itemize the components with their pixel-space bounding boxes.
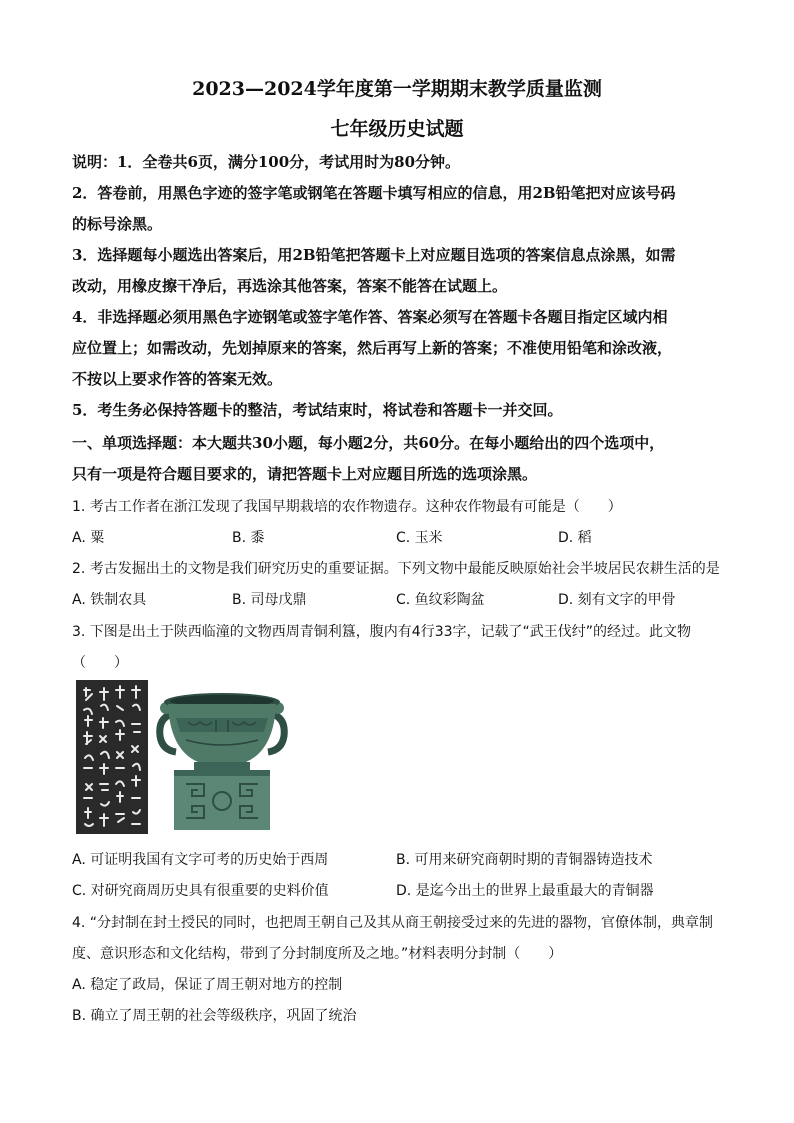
instruction-line: 应位置上；如需改动，先划掉原来的答案，然后再写上新的答案；不准使用铅笔和涂改液， <box>72 339 673 357</box>
question-4-stem-cont: 度、意识形态和文化结构，带到了分封制度所及之地。”材料表明分封制（ ） <box>72 946 563 962</box>
question-1-option-d[interactable]: D. 稻 <box>558 530 592 546</box>
question-3-option-c[interactable]: C. 对研究商周历史具有很重要的史料价值 <box>72 883 329 899</box>
question-3-option-d[interactable]: D. 是迄今出土的世界上最重最大的青铜器 <box>396 883 654 899</box>
bronze-inscription-rubbing-icon <box>76 680 148 834</box>
question-1-stem: 1. 考古工作者在浙江发现了我国早期栽培的农作物遗存。这种农作物最有可能是（ ） <box>72 499 622 515</box>
section-heading: 一、单项选择题：本大题共30小题，每小题2分，共60分。在每小题给出的四个选项中， <box>72 434 665 452</box>
exam-subtitle: 七年级历史试题 <box>330 118 464 140</box>
question-3-stem: 3. 下图是出土于陕西临潼的文物西周青铜利簋，腹内有4行33字，记载了“武王伐纣”的经过。此文物 <box>72 624 692 640</box>
question-4-stem: 4. “分封制在封土授民的同时，也把周王朝自己及其从商王朝接受过来的先进的器物，官僚体制，典章制 <box>72 915 714 931</box>
question-1-option-a[interactable]: A. 粟 <box>72 530 105 546</box>
instruction-line: 3．选择题每小题选出答案后，用2B铅笔把答题卡上对应题目选项的答案信息点涂黑，如需 <box>72 246 676 264</box>
question-3-figure <box>76 680 288 834</box>
question-4-option-a[interactable]: A. 稳定了政局，保证了周王朝对地方的控制 <box>72 977 343 993</box>
instruction-line: 不按以上要求作答的答案无效。 <box>72 370 283 388</box>
question-1-option-c[interactable]: C. 玉米 <box>396 530 443 546</box>
instruction-line: 4．非选择题必须用黑色字迹钢笔或签字笔作答、答案必须写在答题卡各题目指定区域内相 <box>72 308 668 326</box>
instruction-line: 的标号涂黑。 <box>72 215 163 233</box>
question-3-option-a[interactable]: A. 可证明我国有文字可考的历史始于西周 <box>72 852 329 868</box>
question-3-stem-paren: （ ） <box>72 655 128 671</box>
instruction-line: 2．答卷前，用黑色字迹的签字笔或钢笔在答题卡填写相应的信息，用2B铅笔把对应该号码 <box>72 184 676 202</box>
question-2-option-a[interactable]: A. 铁制农具 <box>72 592 147 608</box>
question-1-option-b[interactable]: B. 黍 <box>232 530 265 546</box>
question-2-stem: 2. 考古发掘出土的文物是我们研究历史的重要证据。下列文物中最能反映原始社会半坡居民农耕生活的是 <box>72 561 720 577</box>
bronze-gui-illustration <box>76 680 288 834</box>
exam-title: 2023—2024学年度第一学期期末教学质量监测 <box>192 78 602 100</box>
bronze-gui-vessel-icon <box>160 693 285 830</box>
question-2-option-d[interactable]: D. 刻有文字的甲骨 <box>558 592 676 608</box>
question-3-option-b[interactable]: B. 可用来研究商朝时期的青铜器铸造技术 <box>396 852 653 868</box>
instruction-line: 5．考生务必保持答题卡的整洁，考试结束时，将试卷和答题卡一并交回。 <box>72 401 563 419</box>
instruction-line: 说明：1．全卷共6页，满分100分，考试用时为80分钟。 <box>72 153 461 171</box>
question-2-option-c[interactable]: C. 鱼纹彩陶盆 <box>396 592 485 608</box>
instruction-line: 改动，用橡皮擦干净后，再选涂其他答案，答案不能答在试题上。 <box>72 277 508 295</box>
question-4-option-b[interactable]: B. 确立了周王朝的社会等级秩序，巩固了统治 <box>72 1008 357 1024</box>
question-2-option-b[interactable]: B. 司母戊鼎 <box>232 592 307 608</box>
section-heading: 只有一项是符合题目要求的，请把答题卡上对应题目所选的选项涂黑。 <box>72 465 538 483</box>
